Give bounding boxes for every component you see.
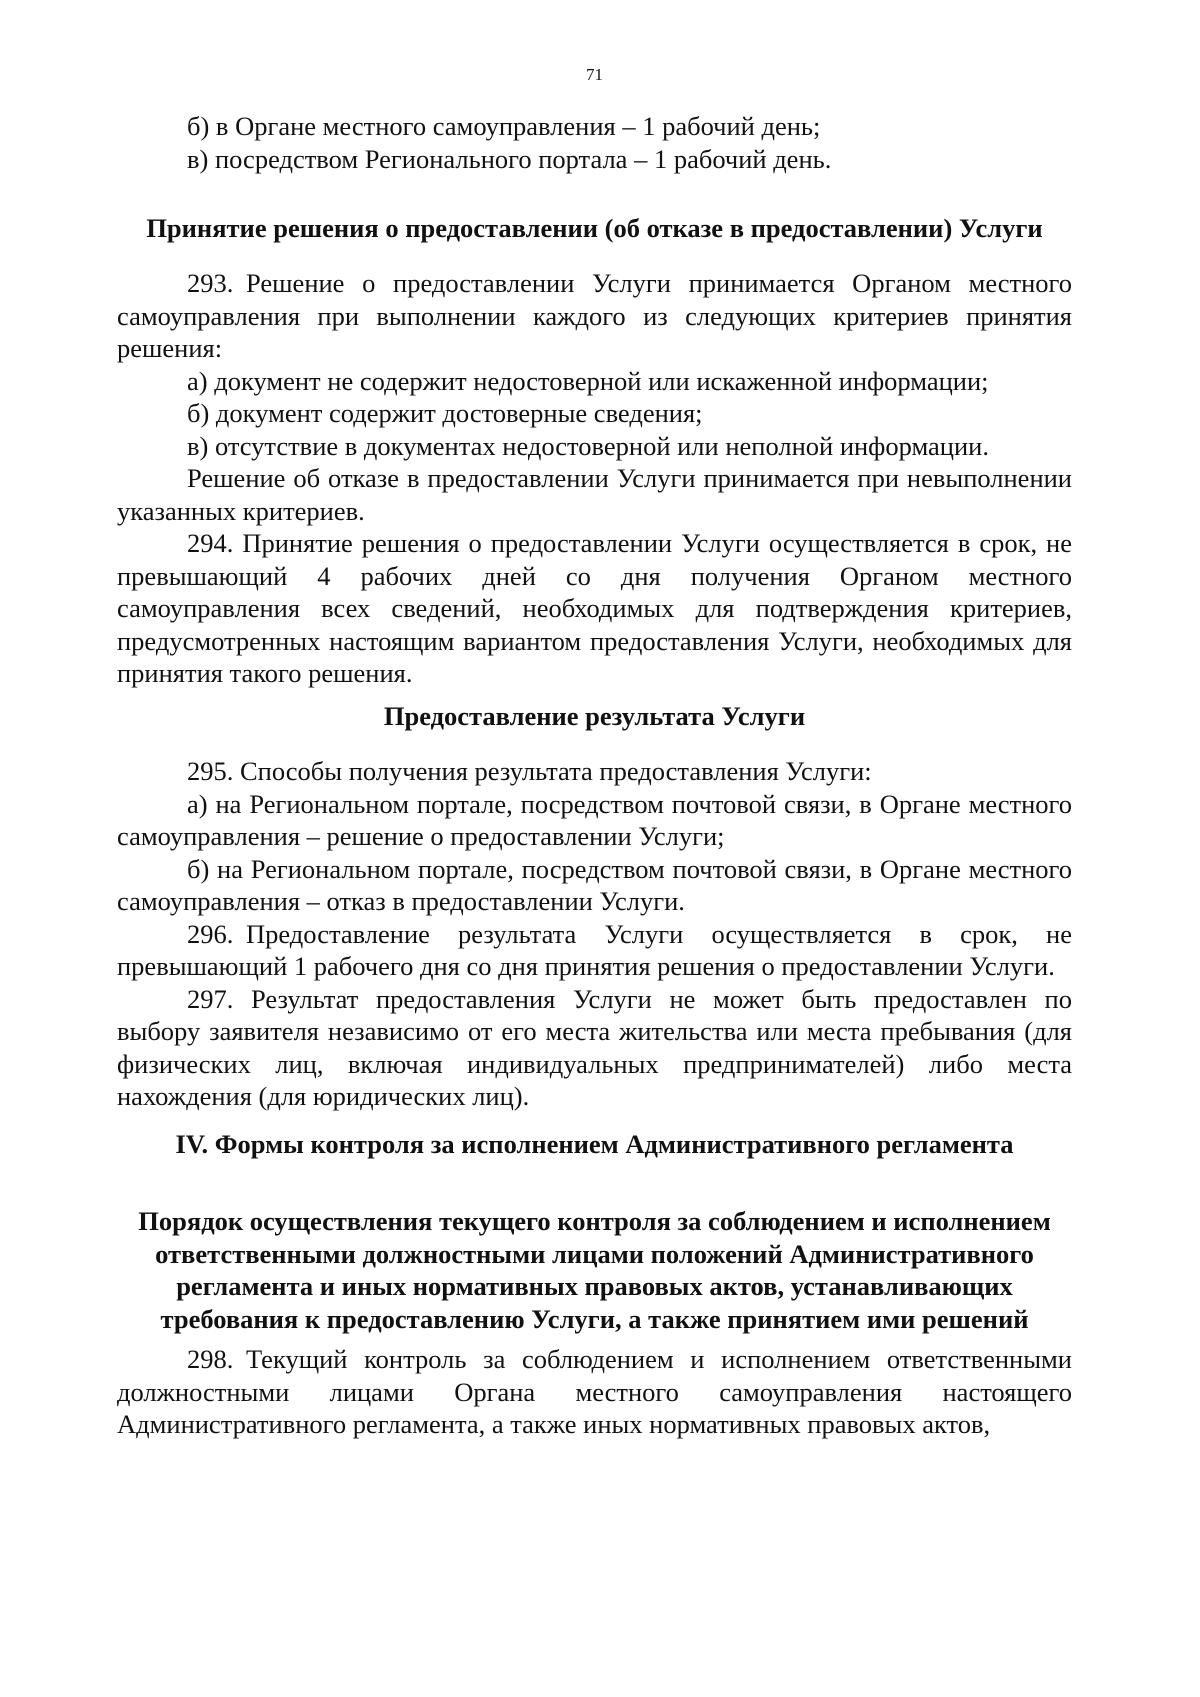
page-number: 71: [586, 65, 603, 84]
paragraph-number: 296.: [187, 918, 234, 949]
heading-control-block: [117, 1205, 1072, 1335]
heading-result-block: [117, 700, 1072, 733]
paragraph-295-b: б) на Региональном портале, посредством почтовой связи, в Органе местного самоуправления – отказ в предоставлении Услуги.: [117, 853, 1072, 916]
paragraph-text: Решение о предоставлении Услуги принимается Органом местного самоуправления при выполнении каждого из следующих критериев принятия решения:: [117, 268, 1072, 363]
heading-decision-block: [117, 212, 1072, 245]
paragraph-text: Предоставление результата Услуги осуществляется в срок, не превышающий 1 рабочего дня со дня принятия решения о предоставлении Услуги.: [117, 918, 1072, 981]
paragraph-298: [117, 1343, 1072, 1441]
paragraph-text: Текущий контроль за соблюдением и исполнением ответственными должностными лицами Органа местного самоуправления настоящего Административного регламента, а также иных нормативных правовых актов,: [117, 1344, 1072, 1439]
criterion-item: а) документ не содержит недостоверной или искаженной информации;: [187, 365, 989, 396]
heading-line: Порядок осуществления текущего контроля за соблюдением и исполнением: [138, 1206, 1051, 1236]
criterion-item: в) отсутствие в документах недостоверной или неполной информации.: [187, 430, 989, 461]
section-heading: Принятие решения о предоставлении (об отказе в предоставлении) Услуги: [146, 213, 1043, 243]
paragraph-293: [117, 267, 1072, 365]
criterion-item: б) документ содержит достоверные сведения;: [187, 398, 703, 428]
section-heading: Предоставление результата Услуги: [383, 701, 806, 731]
paragraph-296: [117, 918, 1072, 983]
paragraph-297: 297. Результат предоставления Услуги не может быть предоставлен по выбору заявителя независимо от его места жительства или места пребывания (для физических лиц, включая индивидуальных предпринимателей) либо места нахождения (для юридических лиц).: [117, 983, 1072, 1111]
deadline-list: [117, 110, 1072, 175]
result-paragraphs: [117, 755, 1072, 1113]
decision-paragraphs: [117, 267, 1072, 690]
paragraph-number: 293.: [187, 268, 234, 298]
list-item: в) посредством Регионального портала – 1 рабочий день.: [187, 143, 832, 174]
section-title: IV. Формы контроля за исполнением Административного регламента: [175, 1129, 1014, 1159]
refusal-paragraph: Решение об отказе в предоставлении Услуги принимается при невыполнении указанных критериев.: [117, 463, 1072, 526]
heading-line: ответственными должностными лицами положений Административного: [155, 1238, 1034, 1269]
paragraph-295-a: а) на Региональном портале, посредством почтовой связи, в Органе местного самоуправления – решение о предоставлении Услуги;: [117, 788, 1072, 851]
heading-line: требования к предоставлению Услуги, а также принятием ими решений: [160, 1303, 1029, 1334]
list-item: б) в Органе местного самоуправления – 1 рабочий день;: [187, 111, 821, 141]
paragraph-294: 294. Принятие решения о предоставлении Услуги осуществляется в срок, не превышающий 4 рабочих дней со дня получения Органом местного самоуправления всех сведений, необходимых для подтверждения критериев, предусмотренных настоящим вариантом предоставления Услуги, необходимых для принятия такого решения.: [117, 528, 1072, 688]
section-title-block: [117, 1128, 1072, 1161]
paragraph-number: 298.: [187, 1344, 234, 1374]
control-paragraphs: [117, 1343, 1072, 1441]
paragraph-295: 295. Способы получения результата предоставления Услуги:: [187, 756, 872, 786]
heading-line: регламента и иных нормативных правовых актов, устанавливающих: [176, 1271, 1013, 1301]
